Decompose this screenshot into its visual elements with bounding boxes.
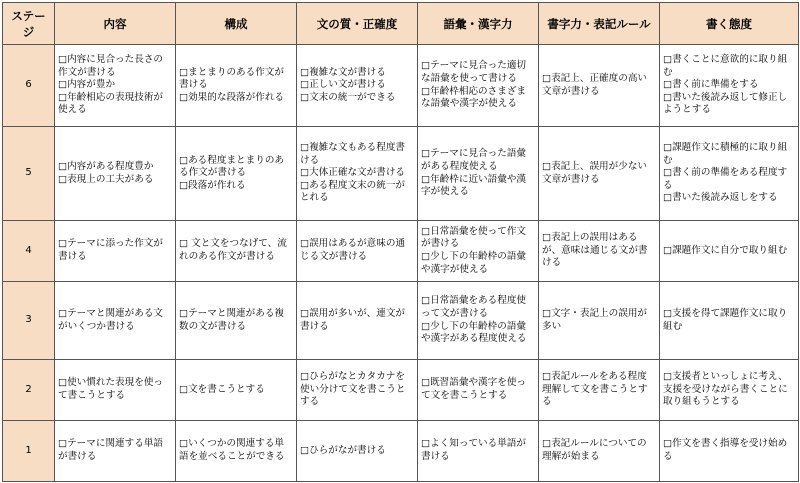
criterion-text: □段落が作れる <box>179 179 246 191</box>
stage-cell: 2 <box>3 360 55 421</box>
criterion-text: □効果的な段落が作れる <box>179 91 285 103</box>
criterion-text: □テーマと関連がある複数の文が書ける <box>179 307 285 332</box>
stage-cell: 6 <box>3 45 55 127</box>
criterion-text: □大体正確な文が書ける <box>300 167 406 179</box>
criterion-text: □ある程度文末の統一がとれる <box>300 179 406 204</box>
criterion-text: □書いた後読み返して修正しようとする <box>663 91 788 116</box>
criterion-text: □支援者といっしょに考え、支援を受けながら書くことに取り組もうとする <box>663 371 788 408</box>
cell-writing-notation <box>539 421 660 482</box>
criterion-text: □書くことに意欲的に取り組む <box>663 54 788 78</box>
cell-writing-attitude <box>660 282 799 360</box>
cell-writing-attitude <box>660 421 799 482</box>
table-row <box>3 360 799 421</box>
cell-vocabulary-kanji <box>418 282 539 360</box>
cell-sentence-quality <box>297 360 418 421</box>
criterion-text: □既習語彙や漢字を使って文を書こうとする <box>421 377 527 401</box>
criterion-text: □使い慣れた表現を使って書こうとする <box>58 377 164 401</box>
cell-writing-notation <box>539 127 660 221</box>
cell-content <box>55 360 176 421</box>
criterion-text: □ 文と文をつなげて、流れのある作文が書ける <box>179 238 287 262</box>
criterion-text: □年齢枠相応のさまざまな語彙や漢字が使える <box>421 85 527 110</box>
header-sentence-quality: 文の質・正確度 <box>297 3 418 45</box>
criterion-text: □テーマに添った作文が書ける <box>58 238 164 262</box>
cell-content <box>55 127 176 221</box>
cell-content <box>55 421 176 482</box>
cell-vocabulary-kanji <box>418 127 539 221</box>
criterion-text: □作文を書く指導を受け始める <box>663 438 788 462</box>
cell-sentence-quality <box>297 45 418 127</box>
header-stage: ステージ <box>3 3 55 45</box>
cell-sentence-quality <box>297 421 418 482</box>
criterion-text: □誤用が多いが、連文が書ける <box>300 307 406 332</box>
cell-writing-notation <box>539 282 660 360</box>
criterion-text: □内容が豊か <box>58 79 116 91</box>
table-row <box>3 45 799 127</box>
cell-structure <box>176 360 297 421</box>
criterion-text: □ひらがなが書ける <box>300 444 386 456</box>
criterion-text: □少し下の年齢枠の語彙や漢字がある程度使える <box>421 320 527 345</box>
criterion-text: □正しい文が書ける <box>300 79 386 91</box>
criterion-text: □テーマと関連がある文がいくつか書ける <box>58 307 164 332</box>
cell-vocabulary-kanji <box>418 421 539 482</box>
header-row <box>3 3 799 45</box>
cell-writing-notation <box>539 221 660 282</box>
criterion-text: □書いた後読み返しをする <box>663 192 778 204</box>
cell-writing-attitude <box>660 360 799 421</box>
header-content: 内容 <box>55 3 176 45</box>
criterion-text: □表記ルールについての理解が始まる <box>542 438 647 462</box>
criterion-text: □年齢枠に近い語彙や漢字が使える <box>421 173 527 198</box>
table-row <box>3 127 799 221</box>
criterion-text: □文末の統一ができる <box>300 91 396 103</box>
cell-writing-notation <box>539 45 660 127</box>
table-row <box>3 282 799 360</box>
criterion-text: □表記上、誤用が少ない文章が書ける <box>542 160 648 185</box>
criterion-text: □まとまりのある作文が書ける <box>179 66 285 91</box>
cell-content <box>55 45 176 127</box>
cell-writing-attitude <box>660 221 799 282</box>
criterion-text: □文を書こうとする <box>179 383 265 395</box>
criterion-text: □少し下の年齢枠の語彙や漢字が使える <box>421 251 527 275</box>
stage-cell: 1 <box>3 421 55 482</box>
criterion-text: □複雑な文が書ける <box>300 66 386 78</box>
criterion-text: □表現上の工夫がある <box>58 173 154 185</box>
criterion-text: □ひらがなとカタカナを使い分けて文を書こうとする <box>300 371 406 408</box>
header-structure: 構成 <box>176 3 297 45</box>
header-writing-attitude: 書く態度 <box>660 3 799 45</box>
cell-vocabulary-kanji <box>418 360 539 421</box>
stage-cell: 4 <box>3 221 55 282</box>
stage-cell: 5 <box>3 127 55 221</box>
cell-writing-attitude <box>660 127 799 221</box>
criterion-text: □いくつかの関連する単語を並べることができる <box>179 438 285 462</box>
table-row <box>3 221 799 282</box>
table-row <box>3 421 799 482</box>
criterion-text: □日常語彙をある程度使って文が書ける <box>421 295 527 319</box>
cell-structure <box>176 127 297 221</box>
criterion-text: □書く前に準備をする <box>663 79 759 91</box>
cell-structure <box>176 282 297 360</box>
criterion-text: □複雑な文もある程度書ける <box>300 142 406 166</box>
criterion-text: □テーマに見合った語彙がある程度使える <box>421 148 527 172</box>
stage-cell: 3 <box>3 282 55 360</box>
cell-structure <box>176 421 297 482</box>
criterion-text: □課題作文に自分で取り組む <box>663 244 788 256</box>
cell-content <box>55 221 176 282</box>
criterion-text: □よく知っている単語が書ける <box>421 438 527 462</box>
rubric-body <box>3 45 799 482</box>
criterion-text: □支援を得て課題作文に取り組む <box>663 307 788 332</box>
criterion-text: □表記ルールをある程度理解して文を書こうとする <box>542 371 648 408</box>
cell-vocabulary-kanji <box>418 45 539 127</box>
cell-content <box>55 282 176 360</box>
criterion-text: □誤用はあるが意味の通じる文が書ける <box>300 238 406 262</box>
header-vocabulary-kanji: 語彙・漢字力 <box>418 3 539 45</box>
criterion-text: □内容に見合った長さの作文が書ける <box>58 54 164 78</box>
criterion-text: □テーマに関連する単語が書ける <box>58 438 164 462</box>
criterion-text: □表記上、正確度の高い文章が書ける <box>542 72 648 97</box>
cell-structure <box>176 221 297 282</box>
cell-writing-notation <box>539 360 660 421</box>
criterion-text: □書く前の準備をある程度する <box>663 167 788 191</box>
cell-sentence-quality <box>297 127 418 221</box>
criterion-text: □文字・表記上の誤用が多い <box>542 307 648 332</box>
writing-rubric-table <box>2 2 799 482</box>
cell-writing-attitude <box>660 45 799 127</box>
criterion-text: □年齢相応の表現技術が使える <box>58 91 164 116</box>
criterion-text: □内容がある程度豊か <box>58 160 154 172</box>
rubric-container <box>2 2 798 482</box>
criterion-text: □日常語彙を使って作文が書ける <box>421 225 527 250</box>
criterion-text: □課題作文に積極的に取り組む <box>663 142 788 166</box>
cell-sentence-quality <box>297 221 418 282</box>
cell-structure <box>176 45 297 127</box>
cell-vocabulary-kanji <box>418 221 539 282</box>
header-writing-notation: 書字力・表記ルール <box>539 3 660 45</box>
cell-sentence-quality <box>297 282 418 360</box>
criterion-text: □テーマに見合った適切な語彙を使って書ける <box>421 60 527 84</box>
criterion-text: □表記上の誤用はあるが、意味は通じる文が書ける <box>542 232 648 269</box>
criterion-text: □ある程度まとまりのある作文が書ける <box>179 154 285 179</box>
